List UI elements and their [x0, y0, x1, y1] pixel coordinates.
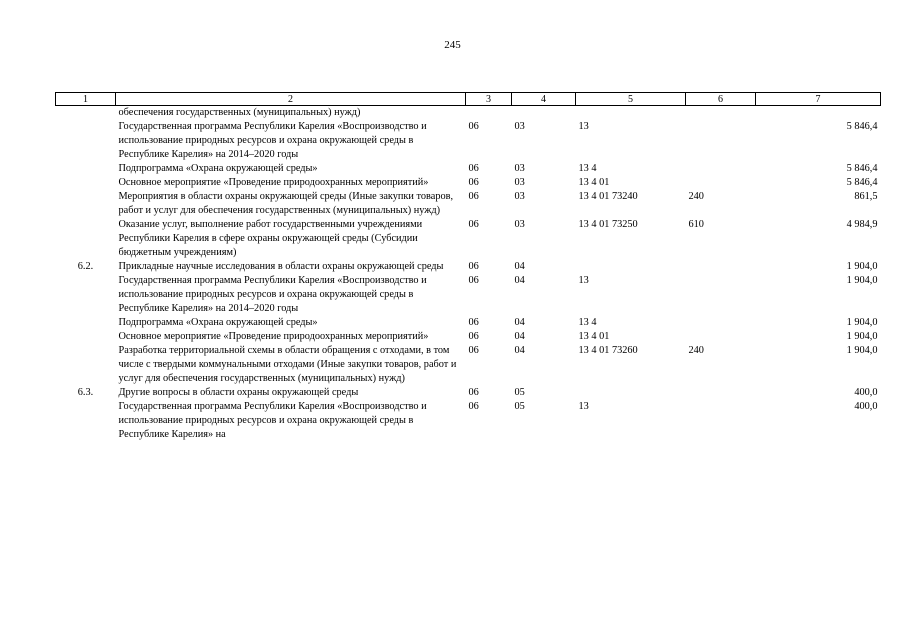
row-expense-type: [686, 162, 756, 176]
row-name: Государственная программа Республики Карелия «Воспроизводство и использование природных ресурсов и охрана окружающей среды в Республике Карелия» на: [118, 401, 427, 440]
row-expense-type: 610: [688, 219, 704, 230]
row-section: 06: [468, 331, 479, 342]
row-name: обеспечения государственных (муниципальных) нужд): [118, 107, 361, 118]
row-number: [56, 176, 116, 190]
table-row: [56, 330, 881, 344]
row-name: Основное мероприятие «Проведение природоохранных мероприятий»: [118, 331, 429, 342]
row-number: 6.2.: [77, 261, 94, 272]
header-col-2: 2: [116, 93, 466, 106]
row-subsection: 04: [514, 317, 525, 328]
row-number: [56, 162, 116, 176]
row-amount: 861,5: [854, 191, 878, 202]
table-row: [56, 190, 881, 218]
row-target-article: 13 4 01 73260: [578, 345, 638, 356]
row-number: 6.3.: [77, 387, 94, 398]
row-target-article: 13 4 01 73240: [578, 191, 638, 202]
row-section: 06: [468, 177, 479, 188]
row-expense-type: [686, 274, 756, 316]
row-section: 06: [468, 191, 479, 202]
row-section: 06: [468, 317, 479, 328]
row-target-article: [576, 260, 686, 274]
header-col-1: 1: [56, 93, 116, 106]
row-expense-type: [686, 330, 756, 344]
row-subsection: 05: [514, 401, 525, 412]
header-row: [56, 93, 881, 106]
row-subsection: 03: [514, 163, 525, 174]
row-name: Основное мероприятие «Проведение природоохранных мероприятий»: [118, 177, 429, 188]
row-name: Мероприятия в области охраны окружающей среды (Иные закупки товаров, работ и услуг для обеспечения государственных (муниципальных) нужд): [118, 191, 454, 216]
row-number: [56, 120, 116, 162]
row-target-article: 13 4 01: [578, 177, 610, 188]
row-section: 06: [468, 261, 479, 272]
row-subsection: 03: [514, 219, 525, 230]
header-col-7: 7: [756, 93, 881, 106]
row-subsection: 03: [514, 177, 525, 188]
row-name: Разработка территориальной схемы в области обращения с отходами, в том числе с твердыми коммунальными отходами (Иные закупки товаров, работ и услуг для обеспечения государственных (муниципальных) нужд): [118, 345, 457, 384]
row-section: [466, 106, 512, 121]
row-amount: 5 846,4: [846, 177, 878, 188]
row-target-article: [576, 106, 686, 121]
row-number: [56, 316, 116, 330]
row-subsection: 04: [514, 331, 525, 342]
row-section: 06: [468, 163, 479, 174]
row-amount: 5 846,4: [846, 121, 878, 132]
row-number: [56, 330, 116, 344]
row-number: [56, 218, 116, 260]
row-amount: 1 904,0: [846, 331, 878, 342]
row-section: 06: [468, 387, 479, 398]
row-expense-type: [686, 106, 756, 121]
table-row: [56, 344, 881, 386]
table-row: [56, 218, 881, 260]
row-number: [56, 106, 116, 121]
row-section: 06: [468, 345, 479, 356]
row-section: 06: [468, 401, 479, 412]
row-number: [56, 274, 116, 316]
row-subsection: 04: [514, 345, 525, 356]
row-expense-type: [686, 400, 756, 442]
table-row: [56, 176, 881, 190]
row-expense-type: [686, 386, 756, 400]
row-target-article: 13 4 01 73250: [578, 219, 638, 230]
row-amount: [756, 106, 881, 121]
row-subsection: 04: [514, 261, 525, 272]
row-expense-type: 240: [688, 191, 704, 202]
row-amount: 400,0: [854, 401, 878, 412]
row-target-article: 13 4: [578, 317, 597, 328]
row-amount: 1 904,0: [846, 261, 878, 272]
table-row: [56, 316, 881, 330]
row-target-article: 13: [578, 275, 589, 286]
row-target-article: 13: [578, 401, 589, 412]
row-amount: 400,0: [854, 387, 878, 398]
budget-table: [55, 92, 881, 442]
row-name: Другие вопросы в области охраны окружающей среды: [118, 387, 359, 398]
header-col-5: 5: [576, 93, 686, 106]
row-target-article: 13: [578, 121, 589, 132]
row-number: [56, 400, 116, 442]
row-expense-type: [686, 316, 756, 330]
row-subsection: 03: [514, 191, 525, 202]
row-amount: 1 904,0: [846, 275, 878, 286]
table-row: [56, 260, 881, 274]
row-amount: 1 904,0: [846, 317, 878, 328]
row-name: Оказание услуг, выполнение работ государственными учреждениями Республики Карелия в сфере охраны окружающей среды (Субсидии бюджетным учреждениям): [118, 219, 423, 258]
row-amount: 4 984,9: [846, 219, 878, 230]
header-col-6: 6: [686, 93, 756, 106]
row-name: Государственная программа Республики Карелия «Воспроизводство и использование природных ресурсов и охрана окружающей среды в Республике Карелия» на 2014–2020 годы: [118, 275, 427, 314]
row-number: [56, 344, 116, 386]
row-subsection: [512, 106, 576, 121]
row-target-article: 13 4: [578, 163, 597, 174]
table-row: [56, 400, 881, 442]
row-name: Прикладные научные исследования в области охраны окружающей среды: [118, 261, 444, 272]
table-row: [56, 162, 881, 176]
table-body: [56, 106, 881, 443]
table-row: [56, 386, 881, 400]
table-row: [56, 106, 881, 121]
row-subsection: 05: [514, 387, 525, 398]
row-name: Государственная программа Республики Карелия «Воспроизводство и использование природных ресурсов и охрана окружающей среды в Республике Карелия» на 2014–2020 годы: [118, 121, 427, 160]
row-name: Подпрограмма «Охрана окружающей среды»: [118, 317, 318, 328]
header-col-4: 4: [512, 93, 576, 106]
row-amount: 1 904,0: [846, 345, 878, 356]
row-expense-type: 240: [688, 345, 704, 356]
table-row: [56, 274, 881, 316]
row-target-article: [576, 386, 686, 400]
row-section: 06: [468, 219, 479, 230]
row-number: [56, 190, 116, 218]
row-expense-type: [686, 120, 756, 162]
table-row: [56, 120, 881, 162]
page-number: 245: [444, 39, 461, 51]
row-subsection: 04: [514, 275, 525, 286]
row-amount: 5 846,4: [846, 163, 878, 174]
header-col-3: 3: [466, 93, 512, 106]
row-expense-type: [686, 176, 756, 190]
row-name: Подпрограмма «Охрана окружающей среды»: [118, 163, 318, 174]
row-subsection: 03: [514, 121, 525, 132]
row-target-article: 13 4 01: [578, 331, 610, 342]
row-section: 06: [468, 121, 479, 132]
row-section: 06: [468, 275, 479, 286]
row-expense-type: [686, 260, 756, 274]
